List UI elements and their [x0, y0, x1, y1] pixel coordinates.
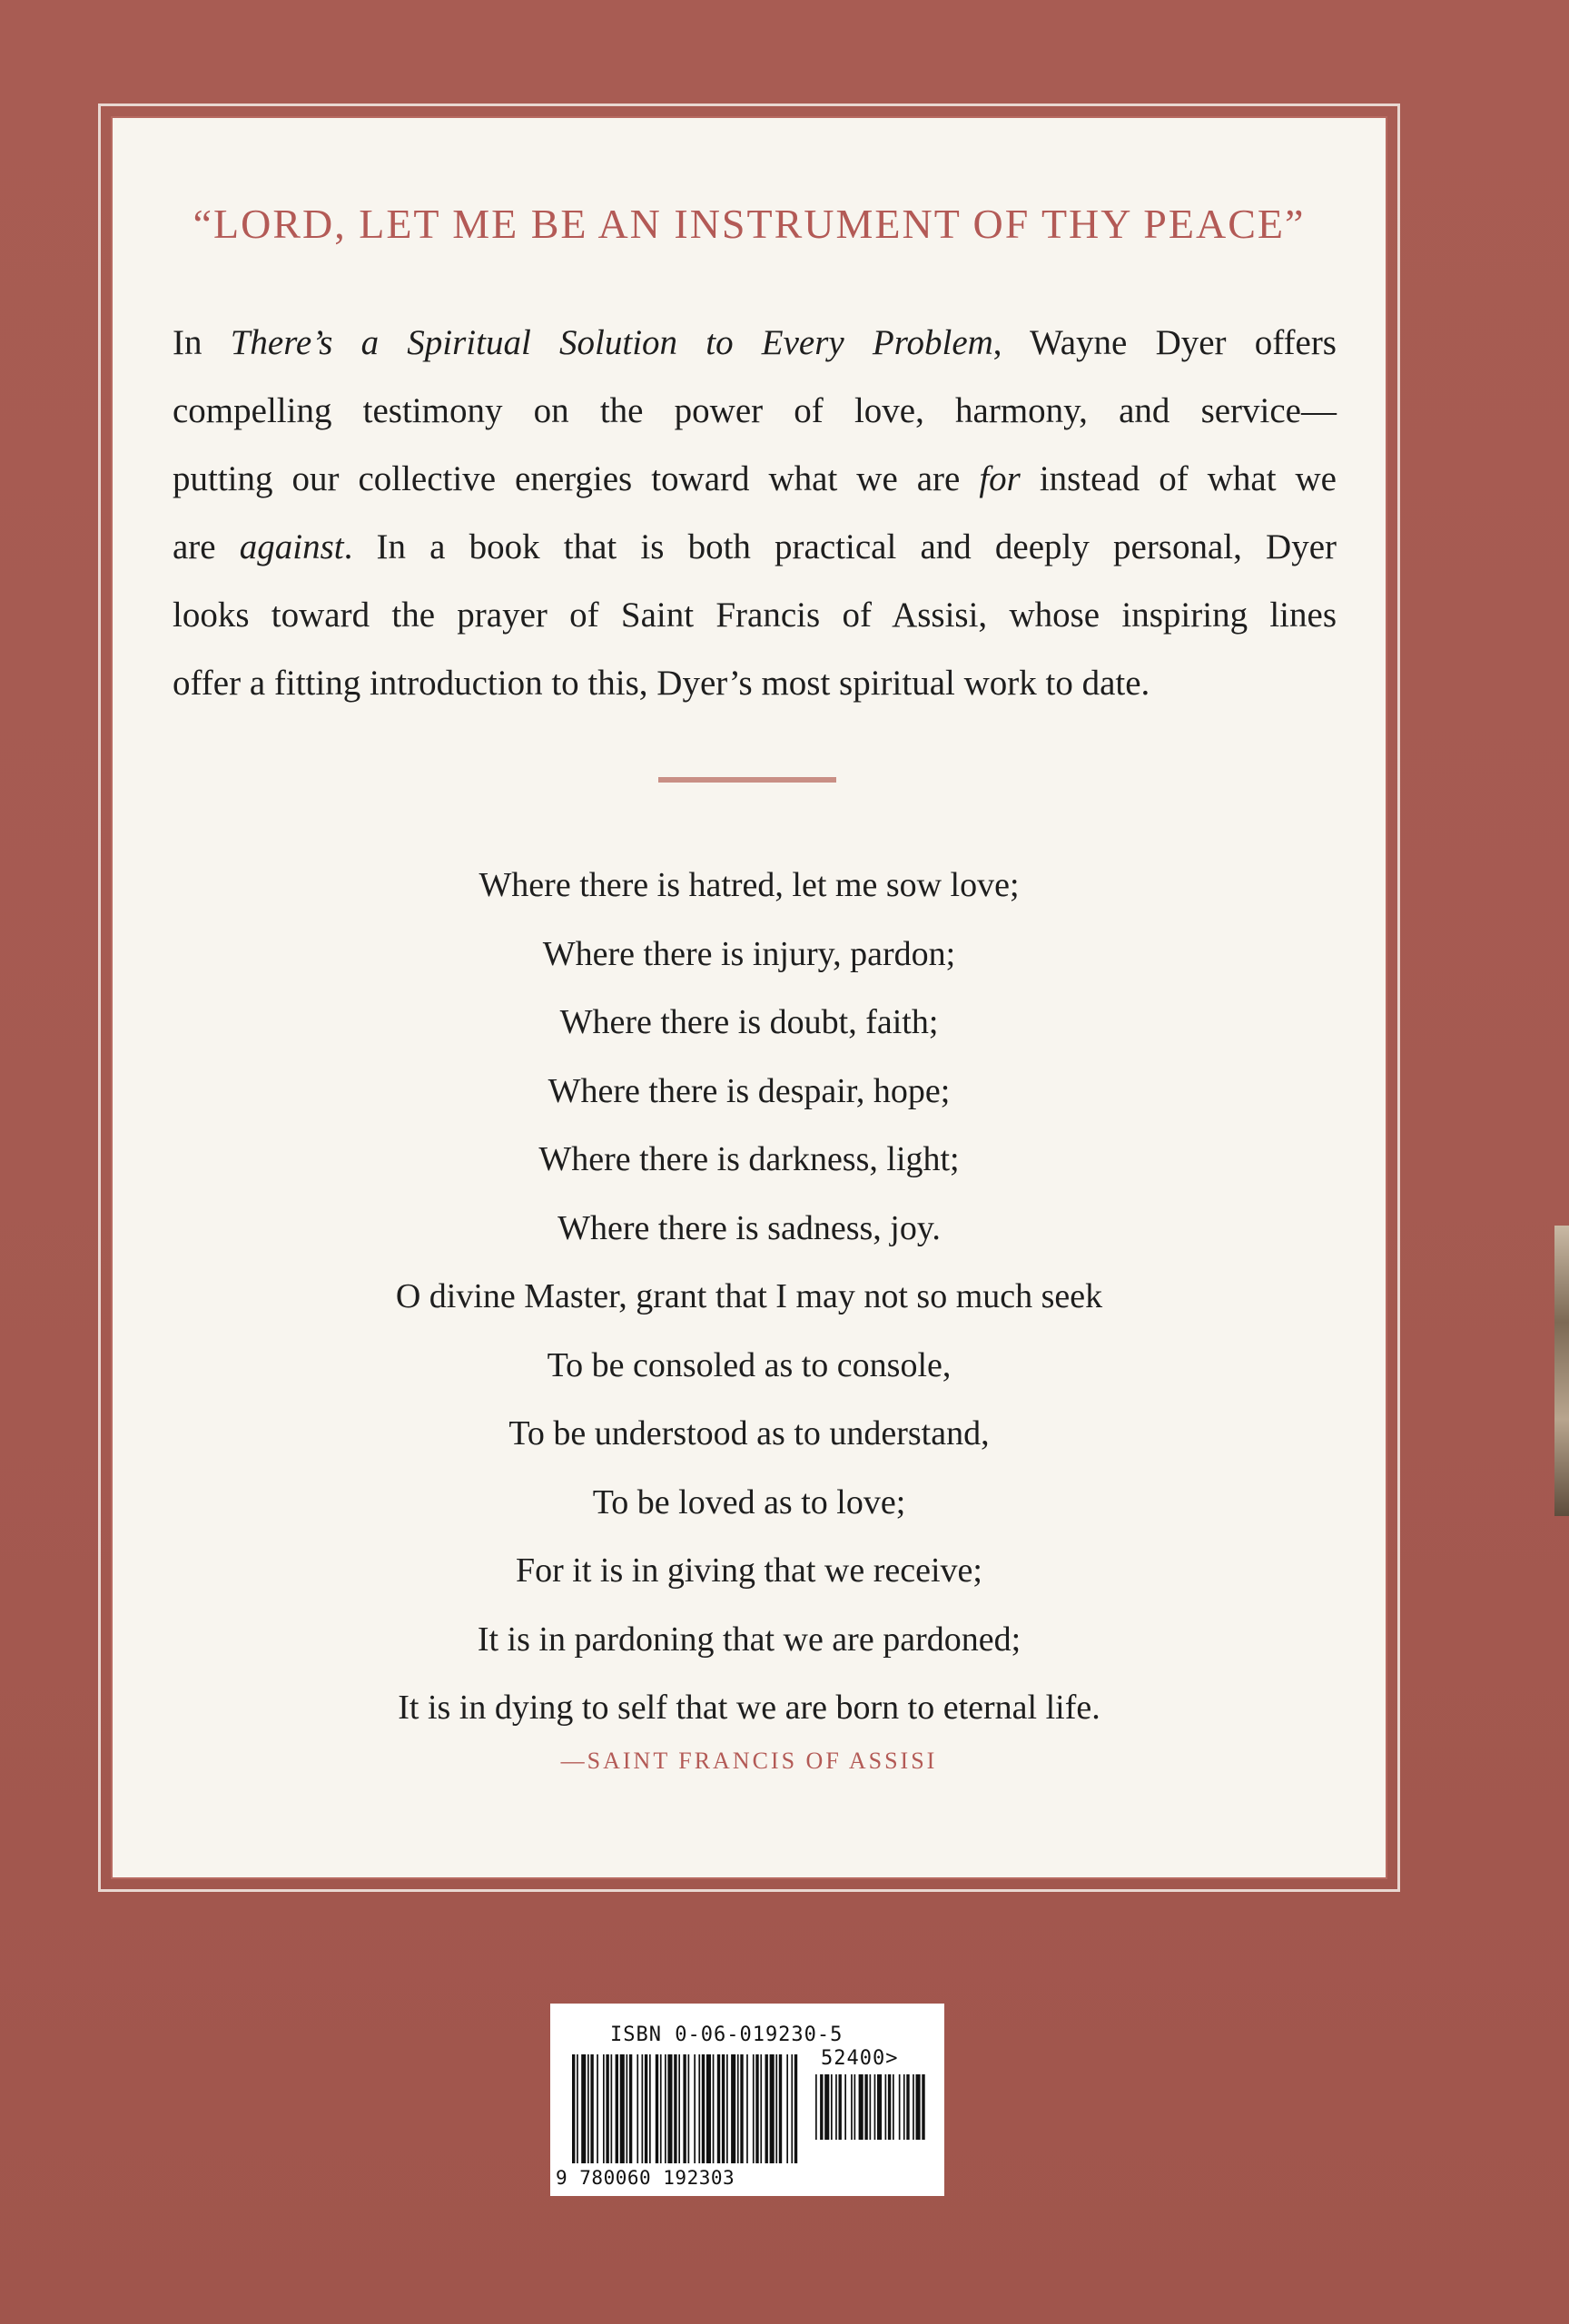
poem-line: Where there is injury, pardon; — [542, 934, 956, 973]
barcode-bar — [885, 2074, 887, 2140]
barcode-bar — [656, 2054, 658, 2163]
barcode-bar — [903, 2074, 905, 2140]
barcode-bar — [740, 2054, 743, 2163]
barcode-bar — [726, 2054, 728, 2163]
attribution: —SAINT FRANCIS OF ASSISI — [560, 1748, 938, 1774]
barcode-bar — [779, 2054, 782, 2163]
heading-quote: “LORD, LET ME BE AN INSTRUMENT OF THY PEACE” — [192, 201, 1306, 247]
barcode-bar — [674, 2054, 676, 2163]
intro-text: instead of what we — [1020, 459, 1337, 498]
barcode-bar — [815, 2074, 817, 2140]
barcode-bar — [874, 2074, 876, 2140]
barcode-label — [550, 2004, 944, 2196]
barcode-bar — [660, 2054, 662, 2163]
barcode-bar — [683, 2054, 686, 2163]
barcode-bar — [642, 2054, 644, 2163]
barcode-bar — [620, 2054, 625, 2163]
barcode-bar — [645, 2054, 647, 2163]
barcode-bar — [794, 2054, 797, 2163]
barcode-bar — [706, 2054, 711, 2163]
barcode-bar — [786, 2054, 788, 2163]
poem-line: It is in pardoning that we are pardoned; — [477, 1620, 1021, 1659]
barcode-bar — [611, 2054, 613, 2163]
poem-line: Where there is despair, hope; — [548, 1071, 951, 1110]
intro-text: . In a book that is both practical and deeply personal, Dyer — [343, 527, 1337, 566]
barcode-bar — [916, 2074, 921, 2140]
barcode-bar — [820, 2074, 823, 2140]
intro-line-1 — [173, 309, 1337, 377]
poem-line: To be consoled as to console, — [547, 1345, 952, 1384]
barcode-bar — [859, 2074, 863, 2140]
isbn-number: ISBN 0-06-019230-5 — [610, 2024, 844, 2046]
intro-text: are — [173, 527, 240, 566]
barcode-bar — [722, 2054, 725, 2163]
barcode-bar — [770, 2054, 775, 2163]
barcode-bar — [649, 2054, 651, 2163]
intro-text: putting our collective energies toward what we are — [173, 459, 980, 498]
barcode-bar — [731, 2054, 735, 2163]
barcode-bar — [616, 2054, 618, 2163]
intro-line-3 — [173, 445, 1337, 513]
barcode-bar — [791, 2054, 793, 2163]
barcode-bar — [877, 2074, 882, 2140]
barcode-bar — [627, 2054, 628, 2163]
barcode-bar — [603, 2054, 605, 2163]
barcode-bar — [587, 2054, 589, 2163]
barcode-bar — [899, 2074, 901, 2140]
barcode-bar — [824, 2074, 829, 2140]
barcode-bar — [755, 2054, 758, 2163]
barcode-bar — [572, 2054, 575, 2163]
intro-line-4 — [173, 513, 1337, 581]
poem-line: Where there is sadness, joy. — [558, 1208, 941, 1247]
barcode-bar — [888, 2074, 891, 2140]
barcode-bar — [765, 2054, 768, 2163]
barcode-bar — [678, 2054, 680, 2163]
barcode-bar — [775, 2054, 777, 2163]
barcode-bar — [667, 2054, 672, 2163]
emphasis: against — [239, 527, 344, 566]
prayer-poem — [111, 852, 1387, 1743]
barcode-bar — [581, 2054, 586, 2163]
intro-line-5: looks toward the prayer of Saint Francis of Assisi, whose inspiring lines — [173, 596, 1337, 635]
poem-line: It is in dying to self that we are born to eternal life. — [398, 1689, 1100, 1727]
barcode-bar — [590, 2054, 593, 2163]
barcode-bar — [688, 2054, 690, 2163]
barcode-bar — [839, 2074, 842, 2140]
barcode-bar — [702, 2054, 705, 2163]
barcode-bar — [713, 2054, 715, 2163]
barcode-bar — [597, 2054, 598, 2163]
barcode-bar — [746, 2054, 748, 2163]
poem-line: Where there is darkness, light; — [538, 1140, 960, 1178]
poem-line: For it is in giving that we receive; — [516, 1551, 982, 1590]
price-code: 52400> — [821, 2047, 899, 2070]
barcode-bar — [851, 2074, 853, 2140]
intro-line-2: compelling testimony on the power of love, harmony, and service— — [173, 391, 1337, 430]
barcode-bar — [831, 2074, 833, 2140]
barcode-bar — [665, 2054, 666, 2163]
intro-line-6: offer a fitting introduction to this, Dyer’s most spiritual work to date. — [173, 664, 1150, 703]
barcode-bar — [913, 2074, 914, 2140]
barcode-bar — [737, 2054, 739, 2163]
barcode-bar — [864, 2074, 867, 2140]
book-title: There’s a Spiritual Solution to Every Problem — [230, 323, 993, 362]
poem-line: To be loved as to love; — [592, 1482, 906, 1521]
barcode-bar — [606, 2054, 608, 2163]
barcode-bar — [906, 2074, 909, 2140]
barcode-bar — [835, 2074, 837, 2140]
barcode-bar — [717, 2054, 720, 2163]
poem-line: To be understood as to understand, — [508, 1414, 990, 1452]
intro-paragraph — [173, 309, 1337, 717]
page-edge — [1554, 1226, 1569, 1516]
poem-line: O divine Master, grant that I may not so much seek — [395, 1277, 1103, 1315]
barcode-digits: 9 780060 192303 — [556, 2167, 735, 2189]
barcode-bar — [893, 2074, 894, 2140]
intro-text: In — [173, 323, 231, 362]
text-panel — [111, 116, 1387, 1879]
barcode-bar — [753, 2054, 755, 2163]
divider-rule — [658, 777, 836, 783]
barcode-bar — [629, 2054, 632, 2163]
poem-line: Where there is doubt, faith; — [559, 1003, 939, 1041]
barcode-bar — [844, 2074, 846, 2140]
barcode-bar — [577, 2054, 578, 2163]
intro-text: , Wayne Dyer offers — [992, 323, 1337, 362]
emphasis: for — [979, 459, 1021, 498]
barcode-bar — [760, 2054, 762, 2163]
barcode-bar — [694, 2054, 696, 2163]
poem-line: Where there is hatred, let me sow love; — [479, 866, 1020, 904]
barcode-bar — [922, 2074, 924, 2140]
barcode-bar — [870, 2074, 872, 2140]
barcode-bar — [636, 2054, 638, 2163]
barcode-bar — [698, 2054, 700, 2163]
barcode-bar — [854, 2074, 856, 2140]
